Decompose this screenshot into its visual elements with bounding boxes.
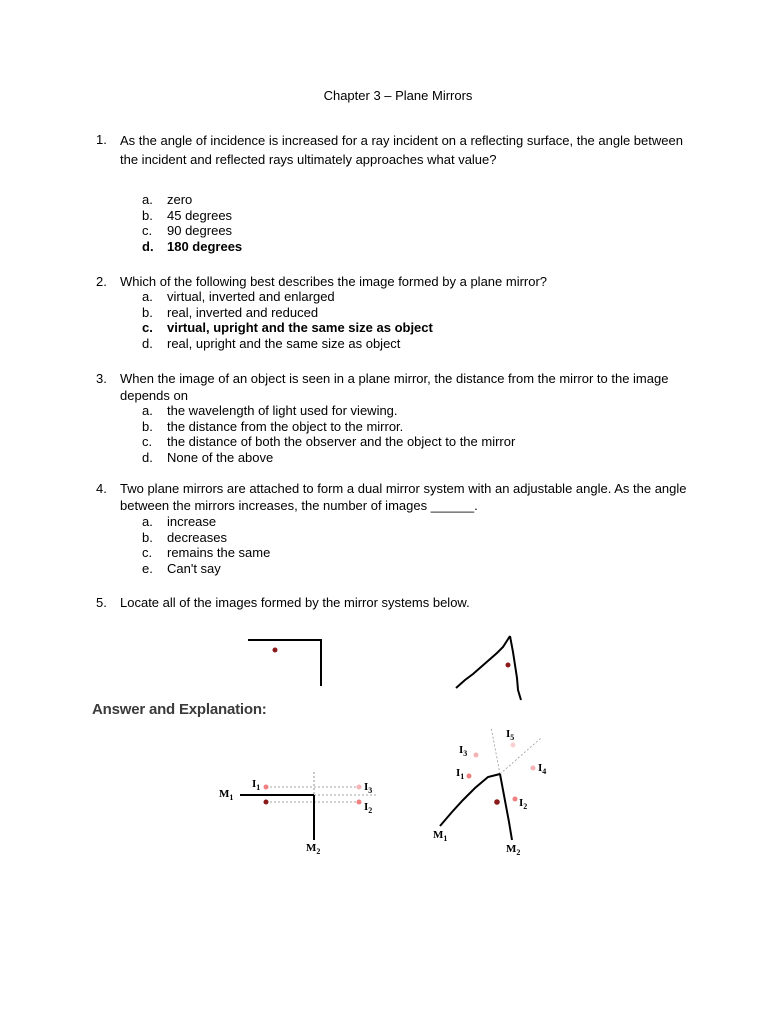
label-m1: $M_1$ xyxy=(219,788,234,802)
object-dot xyxy=(494,799,500,805)
object-dot xyxy=(273,648,278,653)
image-dot-i1 xyxy=(264,785,269,790)
question-number: 2. xyxy=(96,274,107,289)
option: e. Can't say xyxy=(142,560,221,576)
option: a. zero xyxy=(142,192,193,207)
image-dot-i4 xyxy=(531,766,536,771)
label-m2: $M_2$ xyxy=(306,842,321,856)
mirror-m1 xyxy=(440,774,500,826)
label-m2: $M_2$ xyxy=(506,843,521,857)
image-dot-i3 xyxy=(474,753,479,758)
question-number: 3. xyxy=(96,371,107,386)
option: c. the distance of both the observer and the object to the mirror xyxy=(142,434,516,449)
question-text: Locate all of the images formed by the mirror systems below. xyxy=(120,595,470,610)
question-text: When the image of an object is seen in a plane mirror, the distance from the mirror to the image depends on xyxy=(120,371,669,403)
question-text: Which of the following best describes the image formed by a plane mirror? xyxy=(120,274,548,289)
option-correct: d. 180 degrees xyxy=(142,238,243,254)
question-text: Two plane mirrors are attached to form a dual mirror system with an adjustable angle. As the angle between the mirrors increases, the number of images ______. xyxy=(120,481,687,513)
answer-diagram-right-angle xyxy=(219,772,378,856)
option: c. remains the same xyxy=(142,545,271,560)
label-m1: $M_1$ xyxy=(433,829,448,843)
problem-diagram-right-angle xyxy=(248,640,321,686)
option: b. decreases xyxy=(142,529,227,545)
mirror-m2 xyxy=(500,774,512,840)
question-number: 1. xyxy=(96,132,107,147)
label-i3: $I_3$ xyxy=(459,744,468,758)
option-correct: c. virtual, upright and the same size as object xyxy=(142,320,433,335)
label-i1: $I_1$ xyxy=(252,778,261,792)
answer-diagram-acute-angle xyxy=(433,727,546,857)
label-i5: $I_5$ xyxy=(506,728,515,742)
label-i4: $I_4$ xyxy=(538,762,547,776)
object-dot xyxy=(506,663,511,668)
label-i2: $I_2$ xyxy=(519,797,528,811)
label-i1: $I_1$ xyxy=(456,767,465,781)
option: a. the wavelength of light used for viewing. xyxy=(142,403,398,418)
option: b. real, inverted and reduced xyxy=(142,304,319,320)
question-number: 4. xyxy=(96,481,107,496)
mirror-m2 xyxy=(510,636,521,700)
image-dot-i1 xyxy=(467,774,472,779)
mirror-m1 xyxy=(456,636,510,688)
image-dot-i5 xyxy=(511,743,516,748)
label-i2: $I_2$ xyxy=(364,801,373,815)
option: c. 90 degrees xyxy=(142,223,233,238)
option: a. increase xyxy=(142,514,217,529)
option: b. the distance from the object to the mirror. xyxy=(142,418,404,434)
option: b. 45 degrees xyxy=(142,207,233,223)
option: a. virtual, inverted and enlarged xyxy=(142,289,335,304)
option: d. real, upright and the same size as object xyxy=(142,335,401,351)
mirror-pair xyxy=(248,640,321,686)
question-text: As the angle of incidence is increased for a ray incident on a reflecting surface, the angle between the incident and reflected rays ultimately approaches what value? xyxy=(120,133,683,167)
image-dot-i2 xyxy=(513,797,518,802)
object-dot xyxy=(264,800,269,805)
label-i3: $I_3$ xyxy=(364,781,373,795)
answer-heading: Answer and Explanation: xyxy=(92,701,267,718)
image-dot-i2 xyxy=(357,800,362,805)
construction-line xyxy=(491,727,500,774)
image-dot-i3 xyxy=(357,785,362,790)
option: d. None of the above xyxy=(142,449,274,465)
page-title: Chapter 3 – Plane Mirrors xyxy=(323,88,473,103)
problem-diagram-acute-angle xyxy=(456,636,521,700)
question-number: 5. xyxy=(96,595,107,610)
